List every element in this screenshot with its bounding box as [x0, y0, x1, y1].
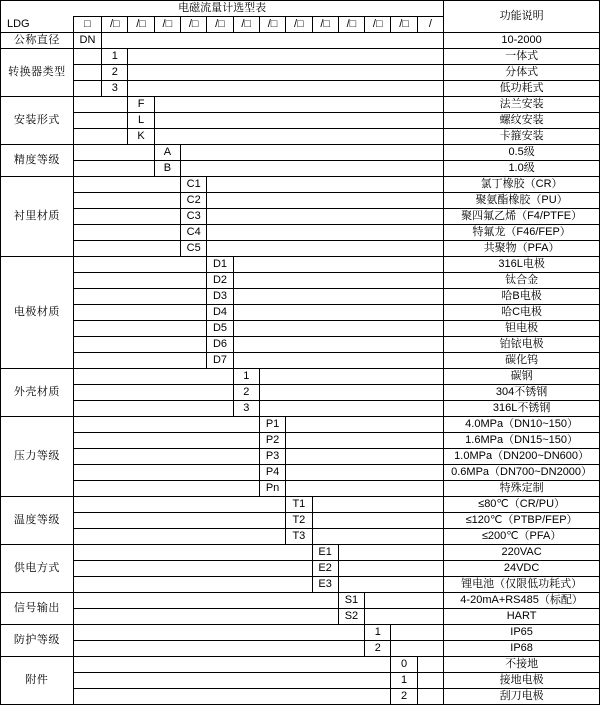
spacer-cell	[73, 289, 207, 305]
spacer-cell	[338, 577, 443, 593]
spacer-cell	[259, 401, 443, 417]
option-code: T1	[286, 497, 312, 513]
spacer-cell	[312, 529, 444, 545]
spacer-cell	[286, 449, 444, 465]
option-description: 24VDC	[444, 561, 600, 577]
option-description: 304不锈钢	[444, 385, 600, 401]
spacer-cell	[312, 497, 444, 513]
table-row	[1, 545, 600, 561]
option-code: 2	[391, 689, 417, 705]
table-row	[1, 65, 600, 81]
spacer-cell	[417, 689, 443, 705]
spacer-cell	[73, 385, 233, 401]
option-code: K	[128, 129, 154, 145]
option-code: 2	[233, 385, 259, 401]
row-label: 附件	[1, 657, 74, 705]
option-code: D5	[207, 321, 233, 337]
selection-table-body	[1, 1, 600, 705]
option-code: DN	[73, 33, 101, 49]
option-code: 3	[233, 401, 259, 417]
option-description: 螺纹安装	[444, 113, 600, 129]
option-description: ≤120℃（PTBP/FEP）	[444, 513, 600, 529]
option-code: E3	[312, 577, 338, 593]
spacer-cell	[338, 545, 443, 561]
table-row	[1, 577, 600, 593]
table-row	[1, 689, 600, 705]
option-code: C3	[181, 209, 207, 225]
table-row	[1, 561, 600, 577]
model-slot: /□	[286, 17, 312, 33]
option-code: T2	[286, 513, 312, 529]
option-code: C1	[181, 177, 207, 193]
option-description: 哈C电极	[444, 305, 600, 321]
spacer-cell	[73, 689, 391, 705]
spacer-cell	[73, 193, 180, 209]
option-description: ≤200℃（PFA）	[444, 529, 600, 545]
spacer-cell	[233, 273, 444, 289]
option-code: 2	[365, 641, 391, 657]
spacer-cell	[73, 81, 101, 97]
table-row	[1, 673, 600, 689]
option-code: T3	[286, 529, 312, 545]
option-description: 316L不锈钢	[444, 401, 600, 417]
spacer-cell	[154, 97, 443, 113]
spacer-cell	[286, 465, 444, 481]
spacer-cell	[73, 161, 154, 177]
spacer-cell	[417, 657, 443, 673]
option-description: 1.0MPa（DN200~DN600）	[444, 449, 600, 465]
model-prefix: LDG	[1, 17, 74, 33]
spacer-cell	[128, 65, 444, 81]
spacer-cell	[128, 81, 444, 97]
option-code: A	[154, 145, 180, 161]
table-row	[1, 273, 600, 289]
option-description: 氯丁橡胶（CR）	[444, 177, 600, 193]
table-row	[1, 97, 600, 113]
model-slot: /□	[207, 17, 233, 33]
option-description: 316L电极	[444, 257, 600, 273]
table-row	[1, 337, 600, 353]
spacer-cell	[73, 305, 207, 321]
spacer-cell	[154, 129, 443, 145]
spacer-cell	[312, 513, 444, 529]
spacer-cell	[286, 417, 444, 433]
option-code: B	[154, 161, 180, 177]
spacer-cell	[128, 49, 444, 65]
table-row	[1, 433, 600, 449]
option-description: 分体式	[444, 65, 600, 81]
option-description: 碳钢	[444, 369, 600, 385]
spacer-cell	[73, 513, 285, 529]
model-slot: /□	[154, 17, 180, 33]
spacer-cell	[73, 561, 312, 577]
spacer-cell	[73, 417, 259, 433]
spacer-cell	[233, 353, 444, 369]
row-label: 压力等级	[1, 417, 74, 497]
option-description: 铂铱电极	[444, 337, 600, 353]
table-row	[1, 641, 600, 657]
option-description: 4-20mA+RS485（标配）	[444, 593, 600, 609]
option-description: 碳化钨	[444, 353, 600, 369]
spacer-cell	[233, 305, 444, 321]
spacer-cell	[73, 337, 207, 353]
spacer-cell	[73, 49, 101, 65]
option-code: C4	[181, 225, 207, 241]
row-label: 公称直径	[1, 33, 74, 49]
option-code: P4	[259, 465, 285, 481]
option-description: IP68	[444, 641, 600, 657]
table-row	[1, 289, 600, 305]
model-slot: /	[417, 17, 443, 33]
spacer-cell	[73, 225, 180, 241]
row-label: 外壳材质	[1, 369, 74, 417]
table-row	[1, 353, 600, 369]
model-slot: /□	[391, 17, 417, 33]
option-description: 刮刀电极	[444, 689, 600, 705]
option-code: E1	[312, 545, 338, 561]
option-code: 0	[391, 657, 417, 673]
table-row	[1, 81, 600, 97]
spacer-cell	[73, 241, 180, 257]
option-description: 0.5级	[444, 145, 600, 161]
table-row	[1, 193, 600, 209]
spacer-cell	[73, 369, 233, 385]
option-description: 接地电极	[444, 673, 600, 689]
option-code: 2	[102, 65, 128, 81]
row-label: 供电方式	[1, 545, 74, 593]
option-description: 低功耗式	[444, 81, 600, 97]
spacer-cell	[73, 177, 180, 193]
option-code: 1	[233, 369, 259, 385]
table-row	[1, 657, 600, 673]
spacer-cell	[73, 529, 285, 545]
spacer-cell	[73, 465, 259, 481]
option-code: P1	[259, 417, 285, 433]
model-slot: □	[73, 17, 101, 33]
option-code: S1	[338, 593, 364, 609]
spacer-cell	[73, 593, 338, 609]
option-description: 锂电池（仅限低功耗式）	[444, 577, 600, 593]
spacer-cell	[73, 97, 128, 113]
option-description: 法兰安装	[444, 97, 600, 113]
spacer-cell	[233, 289, 444, 305]
table-row	[1, 625, 600, 641]
spacer-cell	[207, 241, 444, 257]
table-row	[1, 321, 600, 337]
spacer-cell	[181, 145, 444, 161]
spacer-cell	[73, 65, 101, 81]
spacer-cell	[73, 481, 259, 497]
option-description: 一体式	[444, 49, 600, 65]
table-row	[1, 481, 600, 497]
table-row	[1, 449, 600, 465]
option-description: 聚四氟乙烯（F4/PTFE）	[444, 209, 600, 225]
table-row	[1, 225, 600, 241]
spacer-cell	[73, 449, 259, 465]
option-description: 共聚物（PFA）	[444, 241, 600, 257]
spacer-cell	[207, 225, 444, 241]
spacer-cell	[102, 33, 444, 49]
option-description: 不接地	[444, 657, 600, 673]
option-description: 1.6MPa（DN15~150）	[444, 433, 600, 449]
spacer-cell	[338, 561, 443, 577]
model-slot: /□	[259, 17, 285, 33]
spacer-cell	[259, 385, 443, 401]
row-label: 温度等级	[1, 497, 74, 545]
option-description: ≤80℃（CR/PU）	[444, 497, 600, 513]
table-row	[1, 177, 600, 193]
spacer-cell	[73, 641, 364, 657]
spacer-cell	[391, 625, 444, 641]
model-slot: /□	[312, 17, 338, 33]
table-row	[1, 113, 600, 129]
option-code: P2	[259, 433, 285, 449]
spacer-cell	[233, 321, 444, 337]
spacer-cell	[73, 545, 312, 561]
model-slot: /□	[233, 17, 259, 33]
table-row	[1, 609, 600, 625]
option-description: 卡箍安装	[444, 129, 600, 145]
option-code: 3	[102, 81, 128, 97]
function-desc-header: 功能说明	[444, 1, 600, 33]
option-code: D3	[207, 289, 233, 305]
spacer-cell	[391, 641, 444, 657]
option-description: 220VAC	[444, 545, 600, 561]
spacer-cell	[73, 657, 391, 673]
table-row	[1, 593, 600, 609]
spacer-cell	[73, 209, 180, 225]
row-label: 精度等级	[1, 145, 74, 177]
spacer-cell	[73, 129, 128, 145]
table-row	[1, 257, 600, 273]
option-code: P3	[259, 449, 285, 465]
table-row	[1, 529, 600, 545]
table-row	[1, 465, 600, 481]
option-code: Pn	[259, 481, 285, 497]
option-description: 1.0级	[444, 161, 600, 177]
title-row	[1, 1, 600, 17]
table-row	[1, 497, 600, 513]
spacer-cell	[73, 497, 285, 513]
table-row	[1, 209, 600, 225]
spacer-cell	[73, 321, 207, 337]
option-description: IP65	[444, 625, 600, 641]
spacer-cell	[365, 593, 444, 609]
option-code: L	[128, 113, 154, 129]
table-title: 电磁流量计选型表	[1, 1, 444, 17]
spacer-cell	[181, 161, 444, 177]
row-label: 衬里材质	[1, 177, 74, 257]
model-slot: /□	[128, 17, 154, 33]
option-description: 10-2000	[444, 33, 600, 49]
spacer-cell	[286, 433, 444, 449]
spacer-cell	[365, 609, 444, 625]
table-row	[1, 385, 600, 401]
option-code: F	[128, 97, 154, 113]
option-description: 特殊定制	[444, 481, 600, 497]
option-description: 聚氨酯橡胶（PU）	[444, 193, 600, 209]
option-code: D6	[207, 337, 233, 353]
spacer-cell	[207, 209, 444, 225]
row-label: 转换器类型	[1, 49, 74, 97]
spacer-cell	[73, 273, 207, 289]
option-description: 钛合金	[444, 273, 600, 289]
spacer-cell	[417, 673, 443, 689]
option-code: D7	[207, 353, 233, 369]
spacer-cell	[73, 113, 128, 129]
table-row	[1, 145, 600, 161]
spacer-cell	[154, 113, 443, 129]
spacer-cell	[207, 177, 444, 193]
spacer-cell	[286, 481, 444, 497]
option-code: S2	[338, 609, 364, 625]
option-code: D1	[207, 257, 233, 273]
spacer-cell	[207, 193, 444, 209]
option-code: D2	[207, 273, 233, 289]
spacer-cell	[73, 257, 207, 273]
option-description: 哈B电极	[444, 289, 600, 305]
table-row	[1, 513, 600, 529]
option-description: 4.0MPa（DN10~150）	[444, 417, 600, 433]
spacer-cell	[73, 609, 338, 625]
table-row	[1, 161, 600, 177]
option-code: E2	[312, 561, 338, 577]
spacer-cell	[233, 337, 444, 353]
row-label: 防护等级	[1, 625, 74, 657]
option-description: HART	[444, 609, 600, 625]
option-code: 1	[391, 673, 417, 689]
spacer-cell	[73, 577, 312, 593]
option-code: C5	[181, 241, 207, 257]
table-row	[1, 49, 600, 65]
model-slot: /□	[365, 17, 391, 33]
model-slot: /□	[181, 17, 207, 33]
spacer-cell	[73, 145, 154, 161]
spacer-cell	[259, 369, 443, 385]
option-description: 钽电极	[444, 321, 600, 337]
option-description: 0.6MPa（DN700~DN2000）	[444, 465, 600, 481]
option-code: 1	[102, 49, 128, 65]
spacer-cell	[233, 257, 444, 273]
spacer-cell	[73, 353, 207, 369]
table-row	[1, 241, 600, 257]
option-description: 特氟龙（F46/FEP）	[444, 225, 600, 241]
table-row	[1, 129, 600, 145]
option-code: D4	[207, 305, 233, 321]
option-code: C2	[181, 193, 207, 209]
table-row	[1, 401, 600, 417]
spacer-cell	[73, 625, 364, 641]
row-label: 信号输出	[1, 593, 74, 625]
row-label: 安装形式	[1, 97, 74, 145]
table-row	[1, 33, 600, 49]
table-row	[1, 305, 600, 321]
spacer-cell	[73, 433, 259, 449]
spacer-cell	[73, 401, 233, 417]
table-row	[1, 417, 600, 433]
option-code: 1	[365, 625, 391, 641]
row-label: 电极材质	[1, 257, 74, 369]
model-slot: /□	[102, 17, 128, 33]
table-row	[1, 369, 600, 385]
spacer-cell	[73, 673, 391, 689]
model-slot: /□	[338, 17, 364, 33]
